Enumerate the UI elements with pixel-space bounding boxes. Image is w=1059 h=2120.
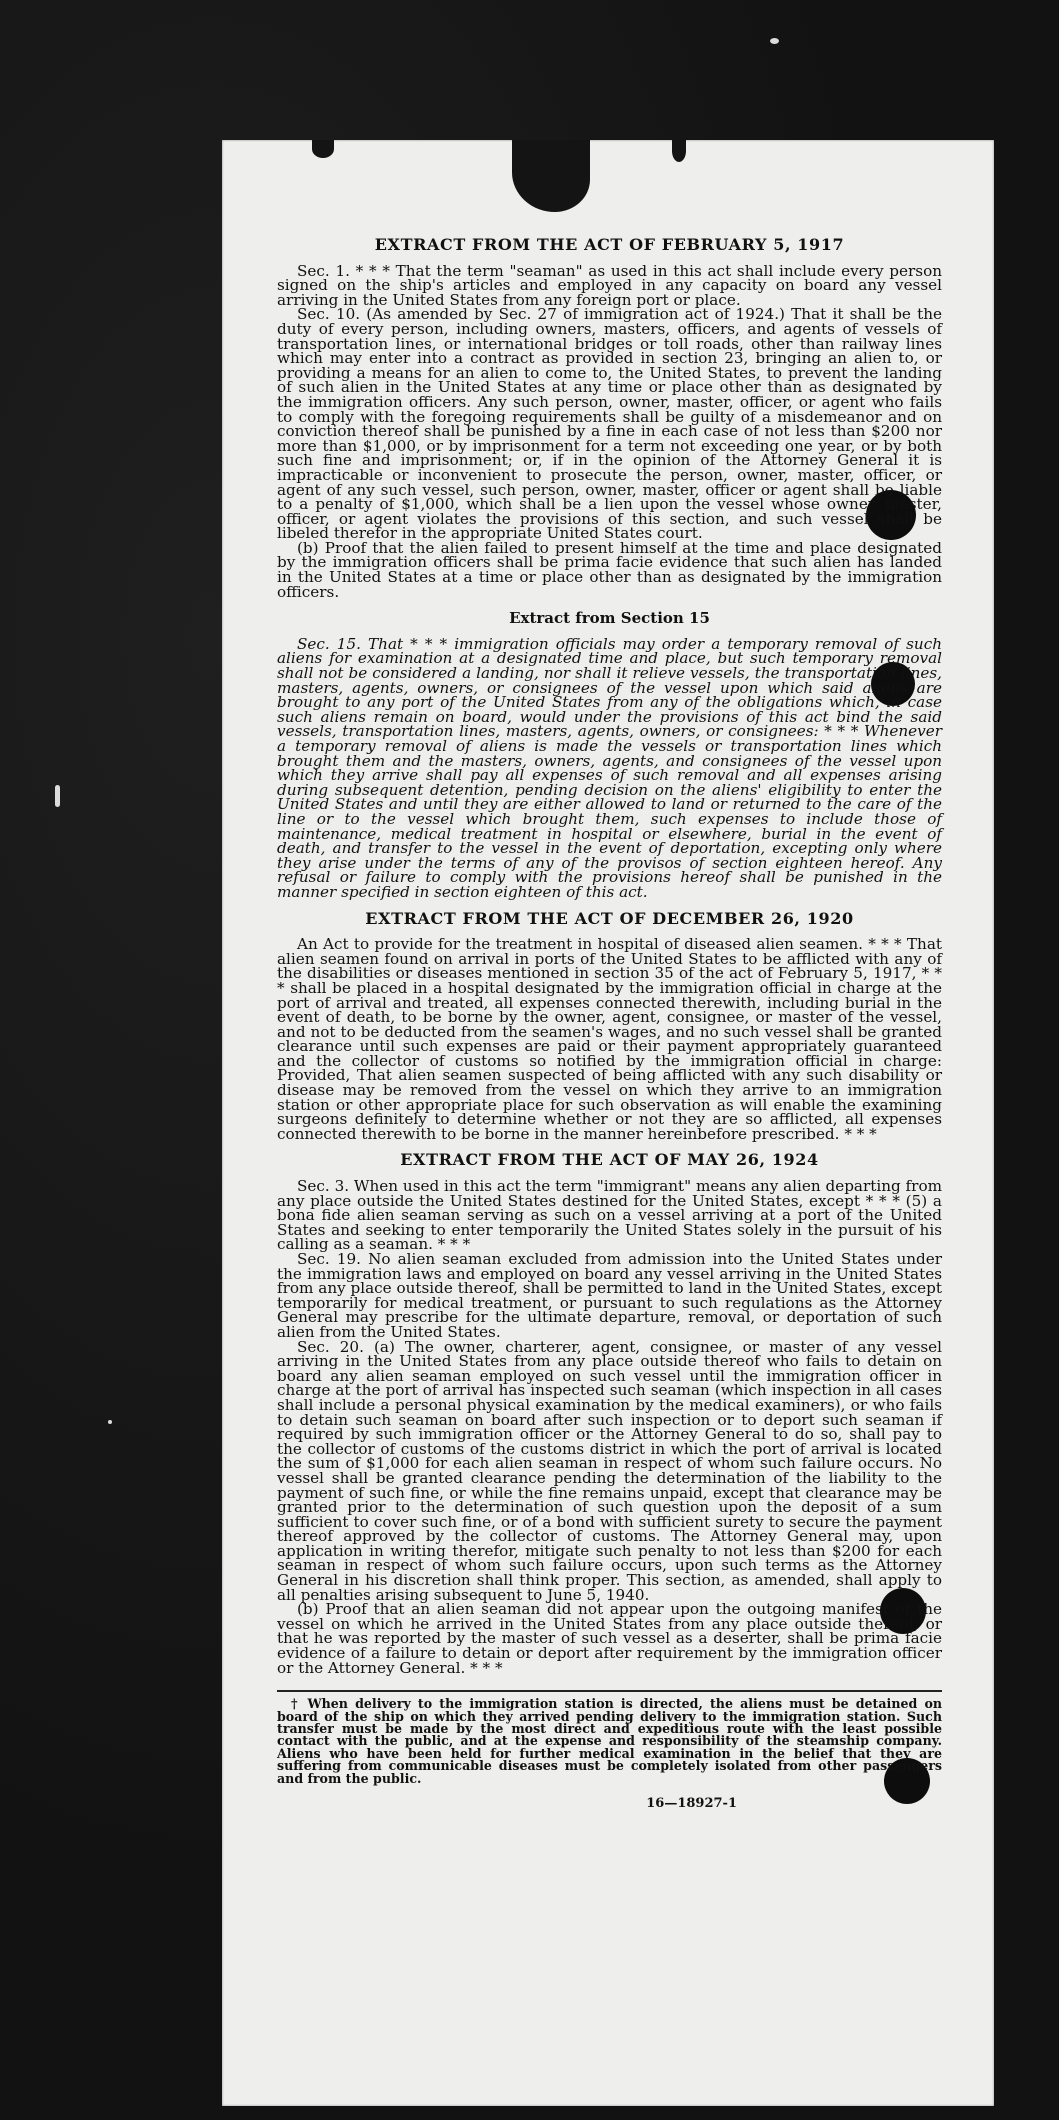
subheading-section-15: Extract from Section 15: [509, 609, 710, 628]
section-1-paragraph: Sec. 1. * * * That the term "seaman" as used in this act shall include every person signed on the ship's articles and employed in any capacity on board any vessel arriving in the United States from any foreign port or place.: [277, 261, 942, 309]
dust-speck: [108, 1420, 112, 1424]
section-10b-paragraph: (b) Proof that the alien failed to present himself at the time and place designated by the immigration officers shall be prima facie evidence that such alien has landed in the United States at a time or place other than as designated by the immigration officers.: [277, 538, 942, 601]
torn-edge: [672, 140, 686, 162]
dust-speck: [55, 785, 60, 807]
document-page: [222, 140, 994, 2106]
section-10-paragraph: Sec. 10. (As amended by Sec. 27 of immigration act of 1924.) That it shall be the duty of every person, including owners, masters, officers, and agents of vessels of transportation lines, or international bridges or toll roads, other than railway lines which may enter into a contract as provided in section 23, bringing an alien to, or providing a means for an alien to come to, the United States, to prevent the landing of such alien in the United States at any time or place other than as designated by the immigration officers. Any such person, owner, master, officer, or agent who fails to comply with the foregoing requirements shall be guilty of a misdemeanor and on conviction thereof shall be punished by a fine in each case of not less than $200 nor more than $1,000, or by imprisonment for a term not exceeding one year, or by both such fine and imprisonment; or, if in the opinion of the Attorney General it is impracticable or inconvenient to prosecute the person, owner, master, officer, or agent of any such vessel, such person, owner, master, officer or agent shall be liable to a penalty of $1,000, which shall be a lien upon the vessel whose owner, master, officer, or agent violates the provisions of this section, and such vessel shall be libeled therefor in the appropriate United States court.: [277, 305, 942, 543]
form-number: 16—18927-1: [646, 1796, 737, 1812]
heading-act-1924: EXTRACT FROM THE ACT OF MAY 26, 1924: [400, 1150, 819, 1170]
act-1920-paragraph: An Act to provide for the treatment in hospital of diseased alien seamen. * * * That alien seamen found on arrival in ports of the United States to be afflicted with any of the disabilities or diseases mentioned in section 35 of the act of February 5, 1917, * * * shall be placed in a hospital designated by the immigration official in charge at the port of arrival and treated, all expenses connected therewith, including burial in the event of death, to be borne by the owner, agent, consignee, or master of the vessel, and not to be deducted from the seamen's wages, and no such vessel shall be granted clearance until such expenses are paid or their payment appropriately guaranteed and the collector of customs so notified by the immigration official in charge: Provided, That alien seamen suspected of being afflicted with any such disability or disease may be removed from the vessel on which they arrive to an immigration station or other appropriate place for such observation as will enable the examining surgeons definitely to determine whether or not they are so afflicted, all expenses connected therewith to be borne in the manner hereinbefore prescribed. * * *: [277, 935, 942, 1143]
heading-act-1917: EXTRACT FROM THE ACT OF FEBRUARY 5, 1917: [374, 235, 845, 254]
torn-edge: [512, 140, 590, 212]
heading-act-1920: EXTRACT FROM THE ACT OF DECEMBER 26, 1920: [365, 908, 854, 928]
document-body: [277, 235, 942, 1812]
section-20a-paragraph: Sec. 20. (a) The owner, charterer, agent, consignee, or master of any vessel arriving in the United States from any place outside thereof who fails to detain on board any alien seaman employed on such vessel until the immigration officer in charge at the port of arrival has inspected such seaman (which inspection in all cases shall include a personal physical examination by the medical examiners), or who fails to detain such seaman on board after such inspection or to deport such seaman if required by such immigration officer or the Attorney General to do so, shall pay to the collector of customs of the customs district in which the port of arrival is located the sum of $1,000 for each alien seaman in respect of whom such failure occurs. No vessel shall be granted clearance pending the determination of the liability to the payment of such fine, or while the fine remains unpaid, except that clearance may be granted prior to the determination of such question upon the deposit of a sum sufficient to cover such fine, or of a bond with sufficient surety to secure the payment thereof approved by the collector of customs. The Attorney General may, upon application in writing therefor, mitigate such penalty to not less than $200 for each seaman in respect of whom such failure occurs, upon such terms as the Attorney General in his discretion shall think proper. This section, as amended, shall apply to all penalties arising subsequent to June 5, 1940.: [277, 1337, 942, 1604]
dust-speck: [770, 38, 779, 44]
torn-edge: [312, 140, 334, 158]
section-19-paragraph: Sec. 19. No alien seaman excluded from admission into the United States under the immigration laws and employed on board any vessel arriving in the United States from any place outside thereof, shall be permitted to land in the United States, except temporarily for medical treatment, or pursuant to such regulations as the Attorney General may prescribe for the ultimate departure, removal, or deportation of such alien from the United States.: [277, 1250, 942, 1341]
section-15-paragraph: Sec. 15. That * * * immigration officials may order a temporary removal of such aliens for examination at a designated time and place, but such temporary removal shall not be considered a landing, nor shall it relieve vessels, the transportation lines, masters, agents, owners, or consignees of the vessel upon which said aliens are brought to any port of the United States from any of the obligations which, in case such aliens remain on board, would under the provisions of this act bind the said vessels, transportation lines, masters, agents, owners, or consignees: * * * Whenever a temporary removal of aliens is made the vessels or transportation lines which brought them and the masters, owners, agents, and consignees of the vessel upon which they arrive shall pay all expenses of such removal and all expenses arising during subsequent detention, pending decision on the aliens' eligibility to enter the United States and until they are either allowed to land or returned to the care of the line or to the vessel which brought them, such expenses to include those of maintenance, medical treatment in hospital or elsewhere, burial in the event of death, and transfer to the vessel in the event of deportation, excepting only where they arise under the terms of any of the provisos of section eighteen hereof. Any refusal or failure to comply with the provisions hereof shall be punished in the manner specified in section eighteen of this act.: [277, 634, 942, 901]
section-3-paragraph: Sec. 3. When used in this act the term "immigrant" means any alien departing from any place outside the United States destined for the United States, except * * * (5) a bona fide alien seaman serving as such on a vessel arriving at a port of the United States and seeking to enter temporarily the United States solely in the pursuit of his calling as a seaman. * * *: [277, 1177, 942, 1254]
section-20b-paragraph: (b) Proof that an alien seaman did not appear upon the outgoing manifest of the vessel on which he arrived in the United States from any place outside thereof, or that he was reported by the master of such vessel as a deserter, shall be prima facie evidence of a failure to detain or deport after requirement by the immigration officer or the Attorney General. * * *: [277, 1600, 942, 1677]
footnote-divider: [277, 1690, 942, 1692]
footnote: † When delivery to the immigration station is directed, the aliens must be detained on board of the ship on which they arrived pending delivery to the immigration station. Such transfer must be made by the most direct and expeditious route with the least possible contact with the public, and at the expense and responsibility of the steamship company. Aliens who have been held for further medical examination in the belief that they are suffering from communicable diseases must be completely isolated from other passengers and from the public.: [277, 1696, 942, 1786]
